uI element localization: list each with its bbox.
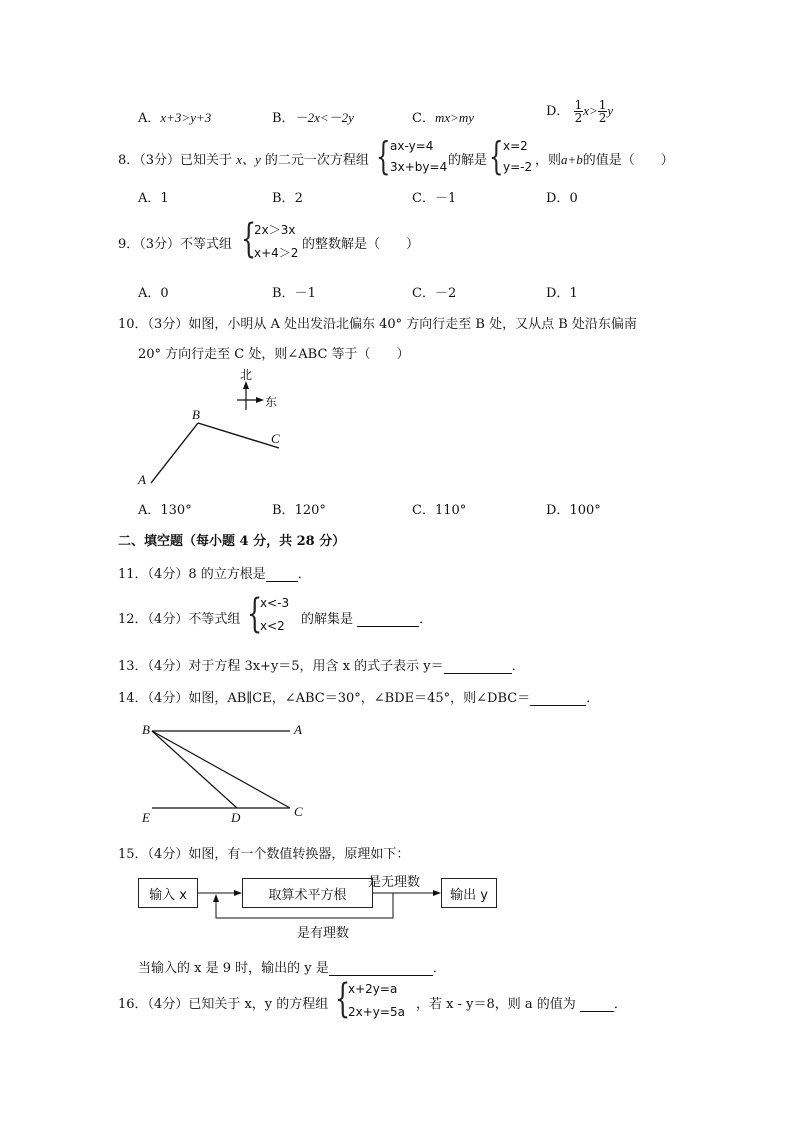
q16-left-brace: { [335,976,351,1022]
q8-option-c: C．－1 [412,191,457,206]
q9-stem-a: 9．（3分）不等式组 [118,237,233,252]
q16-stem-b: ，若 x - y＝8，则 a 的值为 ． [416,997,627,1012]
q9-left-brace: { [241,216,257,262]
q8-stem-c: 的解是 [448,153,488,168]
q9-stem-b: 的整数解是（ ） [302,237,420,252]
q8-sol1: x=2 [503,139,528,153]
q8-eq1: ax-y=4 [390,139,434,153]
arrow-head-icon [213,894,219,902]
q7-option-c: C．mx>my [412,110,475,126]
q15-ask: 当输入的 x 是 9 时，输出的 y 是 ． [138,961,446,976]
q12-ineq2: x<2 [260,619,285,633]
q7-option-a: A．x+3>y+3 [138,110,212,126]
q16-eq1: x+2y=a [348,982,398,996]
answer-blank[interactable] [329,962,433,976]
q10-north-label: 北 [240,368,253,382]
q7-option-b: B．－2x<－2y [272,110,354,126]
q8-solution-brace: { [489,134,504,178]
q14: 14．（4分）如图，AB∥CE，∠ABC＝30°，∠BDE＝45°，则∠DBC＝ ． [118,691,600,706]
arrow-head-icon [234,890,242,896]
section-title: 二、填空题（每小题 4 分，共 28 分） [118,534,346,549]
q12-stem-b: 的解集是 ． [301,612,433,627]
q8-stem-a: 8．（3分）已知关于 x、y 的二元一次方程组 [118,152,369,168]
sqrt-box: 取算术平方根 [242,878,373,908]
q10-option-a: A．130° [138,503,192,518]
fraction: $\frac{1}{2}$ [574,98,583,125]
q8-option-a: A．1 [138,191,169,206]
q8-left-brace: { [376,134,391,178]
q8-sol2: y=-2 [503,160,533,174]
q10-line1: 10．（3分）如图，小明从 A 处出发沿北偏东 40° 方向行走至 B 处，又从点 B 处沿东偏南 [118,317,637,332]
q12-stem-a: 12．（4分）不等式组 [118,612,241,627]
q16-eq2: 2x+y=5a [348,1005,405,1019]
fraction: $\frac{1}{2}$ [598,98,607,125]
q9-option-b: B．－1 [272,286,316,301]
q10-line2: 20° 方向行走至 C 处，则∠ABC 等于（ ） [138,347,410,362]
answer-blank[interactable] [580,998,614,1012]
q14-point-e: E [142,810,150,825]
q9-ineq1: 2x＞3x [254,223,296,237]
q8-stem-d: ，则a+b的值是（ ） [535,152,674,168]
q16-stem-a: 16．（4分）已知关于 x，y 的方程组 [118,997,329,1012]
q14-point-d: D [231,810,241,825]
input-box: 输入 x [138,878,198,908]
q9-option-d: D．1 [546,286,578,301]
q12-left-brace: { [247,591,263,637]
q10-point-c: C [271,431,280,446]
q14-point-b: B [142,722,150,737]
q10-option-b: B．120° [272,503,326,518]
q10-option-c: C．110° [412,503,467,518]
q10-point-b: B [192,407,200,422]
q13: 13．（4分）对于方程 3x+y＝5，用含 x 的式子表示 y＝ ． [118,659,525,674]
q10-option-d: D．100° [546,503,601,518]
q15-stem: 15．（4分）如图，有一个数值转换器，原理如下： [118,847,410,862]
q10-east-label: 东 [265,395,278,409]
q11: 11．（4分）8 的立方根是 ． [118,567,311,582]
q12-ineq1: x<-3 [260,596,290,610]
q9-ineq2: x+4＞2 [254,246,299,260]
q8-eq2: 3x+by=4 [390,160,448,174]
arrow-head-icon [433,890,441,896]
output-box: 输出 y [441,878,497,908]
label-rational: 是有理数 [297,926,350,941]
q10-point-a: A [138,472,146,487]
q9-option-c: C．－2 [412,286,457,301]
q8-option-b: B．2 [272,191,303,206]
q14-point-a: A [294,722,302,737]
q14-point-c: C [294,804,303,819]
label-irrational: 是无理数 [368,875,421,890]
q9-option-a: A．0 [138,286,169,301]
q7-option-d: D． $\frac{1}{2}$ x> $\frac{1}{2}$ y [546,98,614,125]
q8-option-d: D．0 [546,191,578,206]
